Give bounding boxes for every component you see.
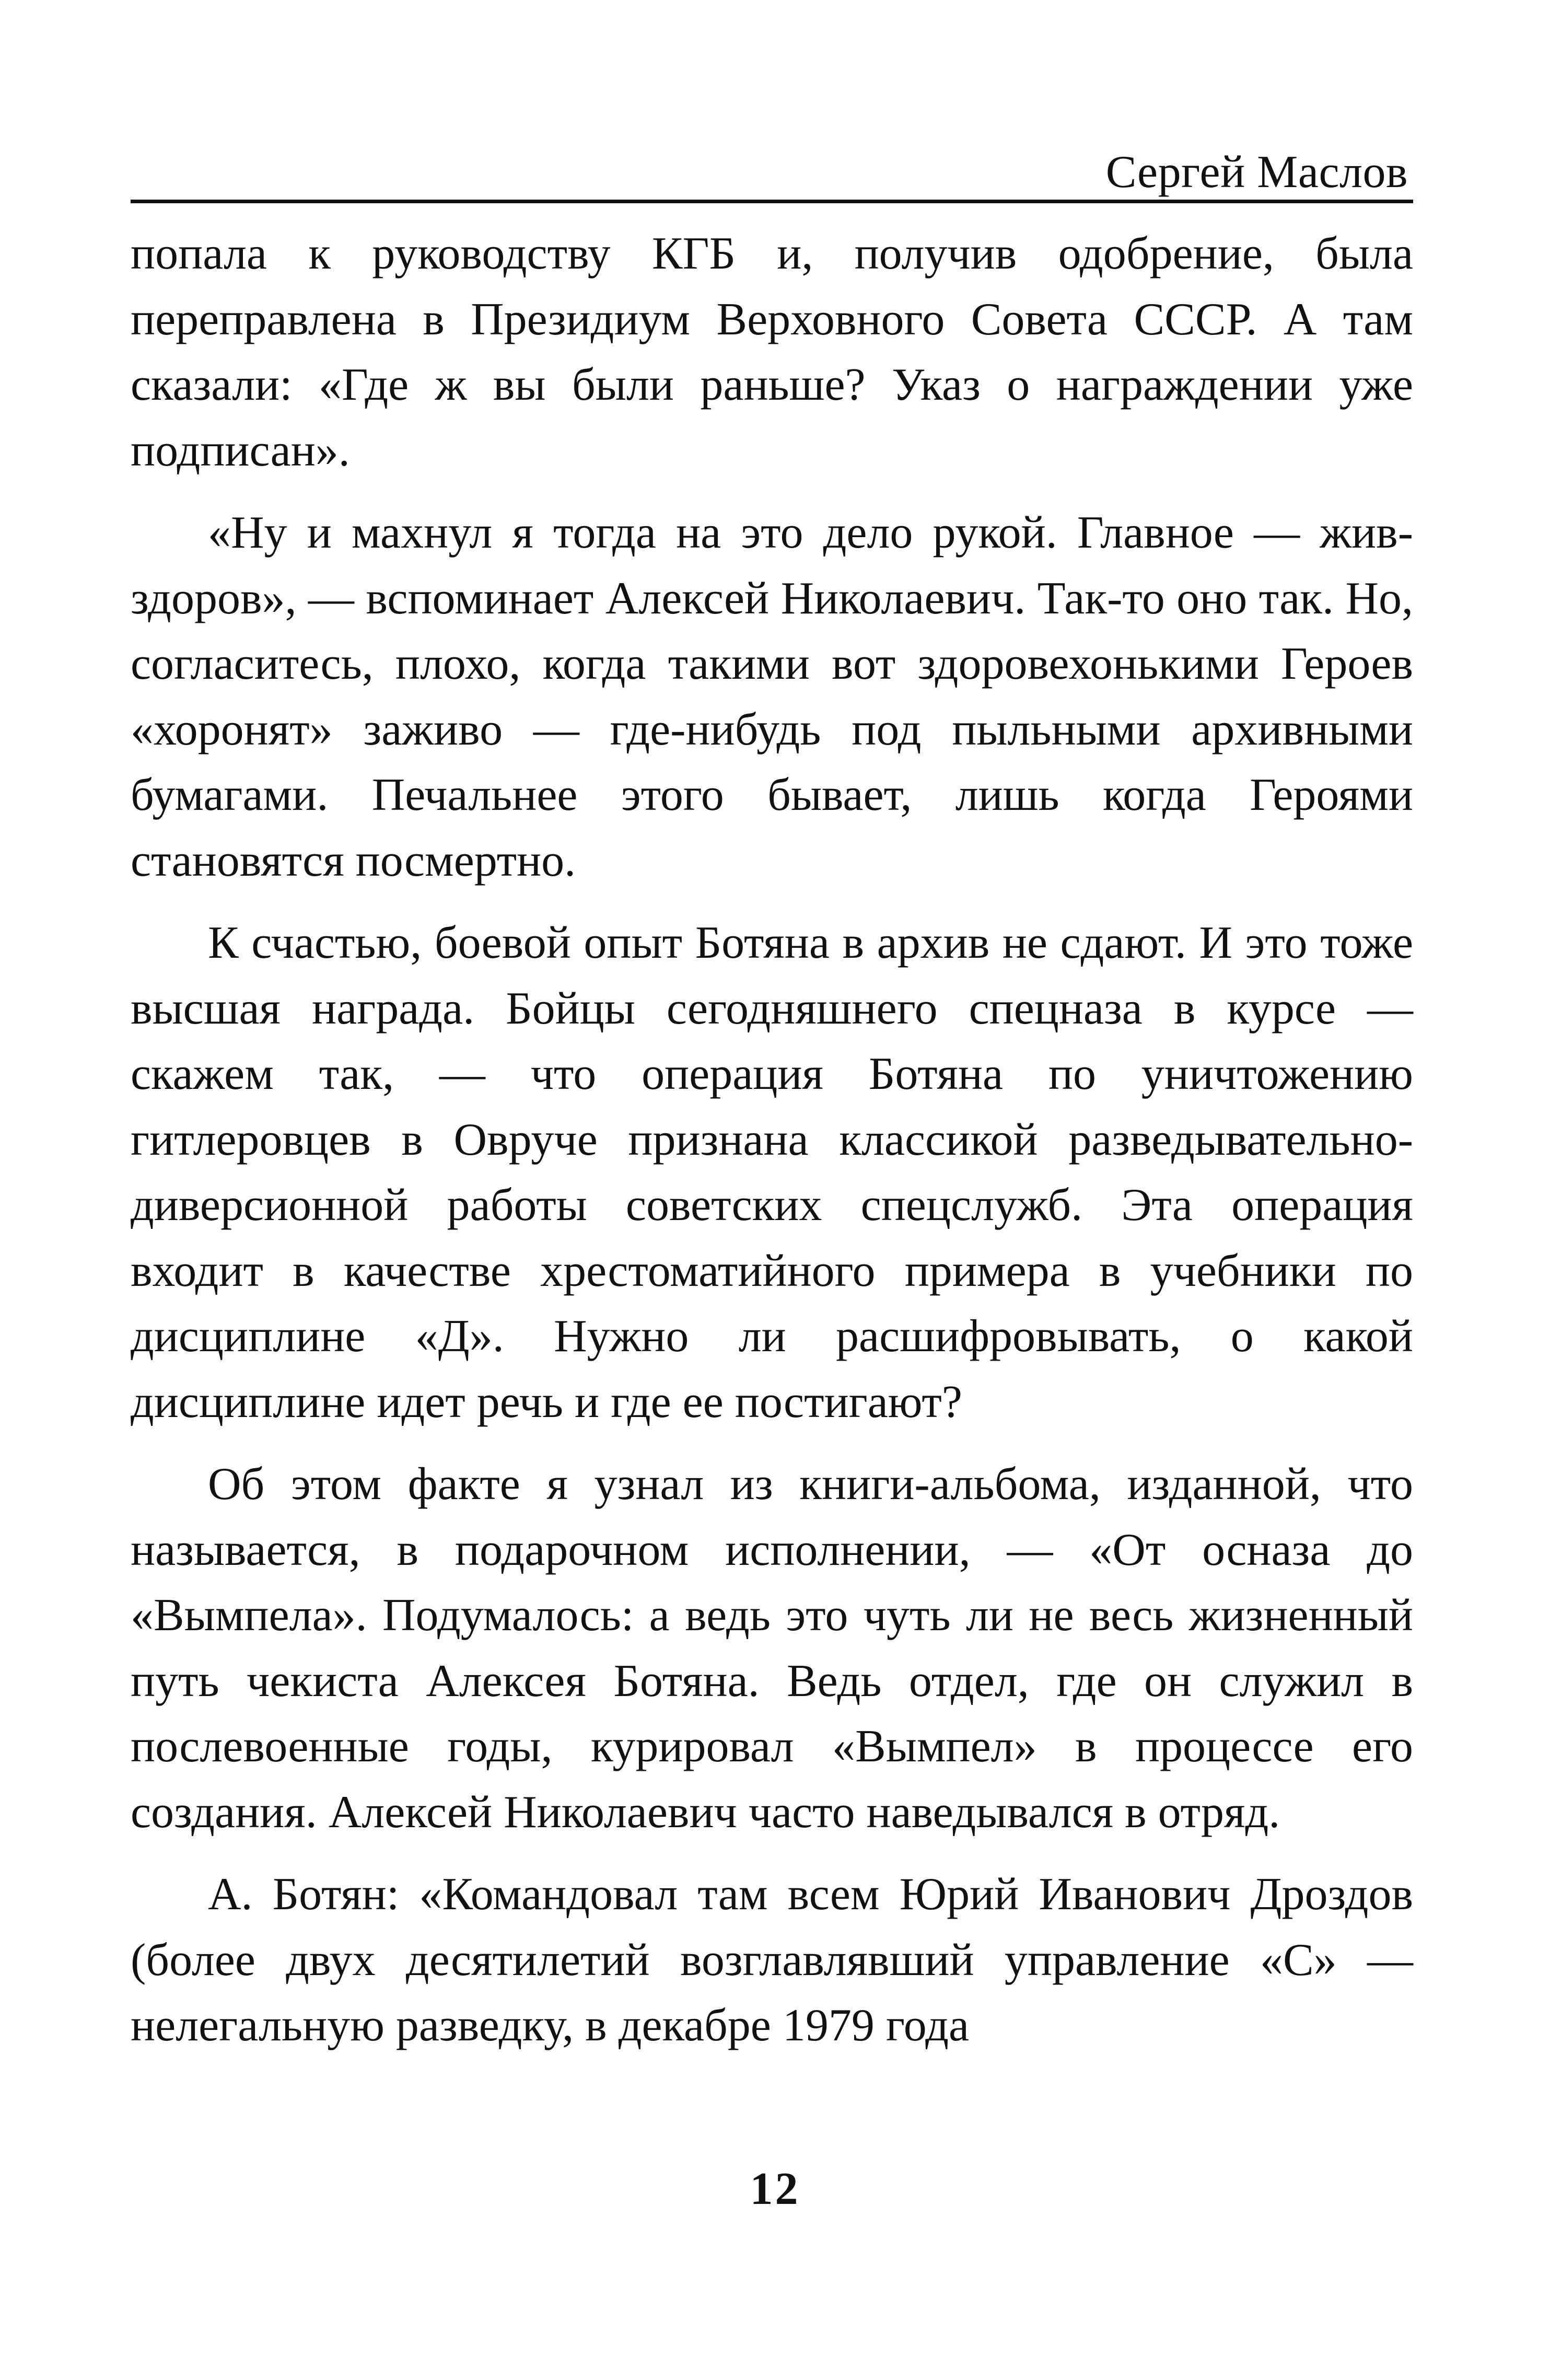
body-text xyxy=(131,221,1413,2059)
paragraph: А. Ботян: «Командовал там всем Юрий Иванович Дроздов (более двух десятилетий возглавлявший управление «С» — нелегальную разведку, в декабре 1979 года xyxy=(131,1869,1413,2051)
page-number: 12 xyxy=(750,2164,800,2214)
paragraph-continued: попала к руководству КГБ и, получив одобрение, была переправлена в Президиум Верховного Совета СССР. А там сказали: «Где ж вы были раньше? Указ о награждении уже подписан». xyxy=(131,228,1413,476)
paragraph: Об этом факте я узнал из книги-альбома, изданной, что называется, в подарочном исполнении, — «От осназа до «Вымпела». Подумалось: а ведь это чуть ли не весь жизненный путь чекиста Алексея Ботяна. Ведь отдел, где он служил в послевоенные годы, курировал «Вымпел» в процессе его создания. Алексей Николаевич часто наведывался в отряд. xyxy=(131,1459,1413,1838)
header-rule xyxy=(131,200,1413,203)
paragraph: К счастью, боевой опыт Ботяна в архив не сдают. И это тоже высшая награда. Бойцы сегодняшнего спецназа в курсе — скажем так, — что операция Ботяна по уничтожению гитлеровцев в Овруче признана классикой разведывательно-диверсионной работы советских спецслужб. Эта операция входит в качестве хрестоматийного примера в учебники по дисциплине «Д». Нужно ли расшифровывать, о какой дисциплине идет речь и где ее постигают? xyxy=(131,918,1413,1427)
paragraph: «Ну и махнул я тогда на это дело рукой. Главное — жив-здоров», — вспоминает Алексей Николаевич. Так-то оно так. Но, согласитесь, плохо, когда такими вот здоровехонькими Героев «хоронят» заживо — где-нибудь под пыльными архивными бумагами. Печальнее этого бывает, лишь когда Героями становятся посмертно. xyxy=(131,507,1413,886)
running-head-author: Сергей Маслов xyxy=(1105,147,1408,198)
book-page xyxy=(131,146,1413,2075)
